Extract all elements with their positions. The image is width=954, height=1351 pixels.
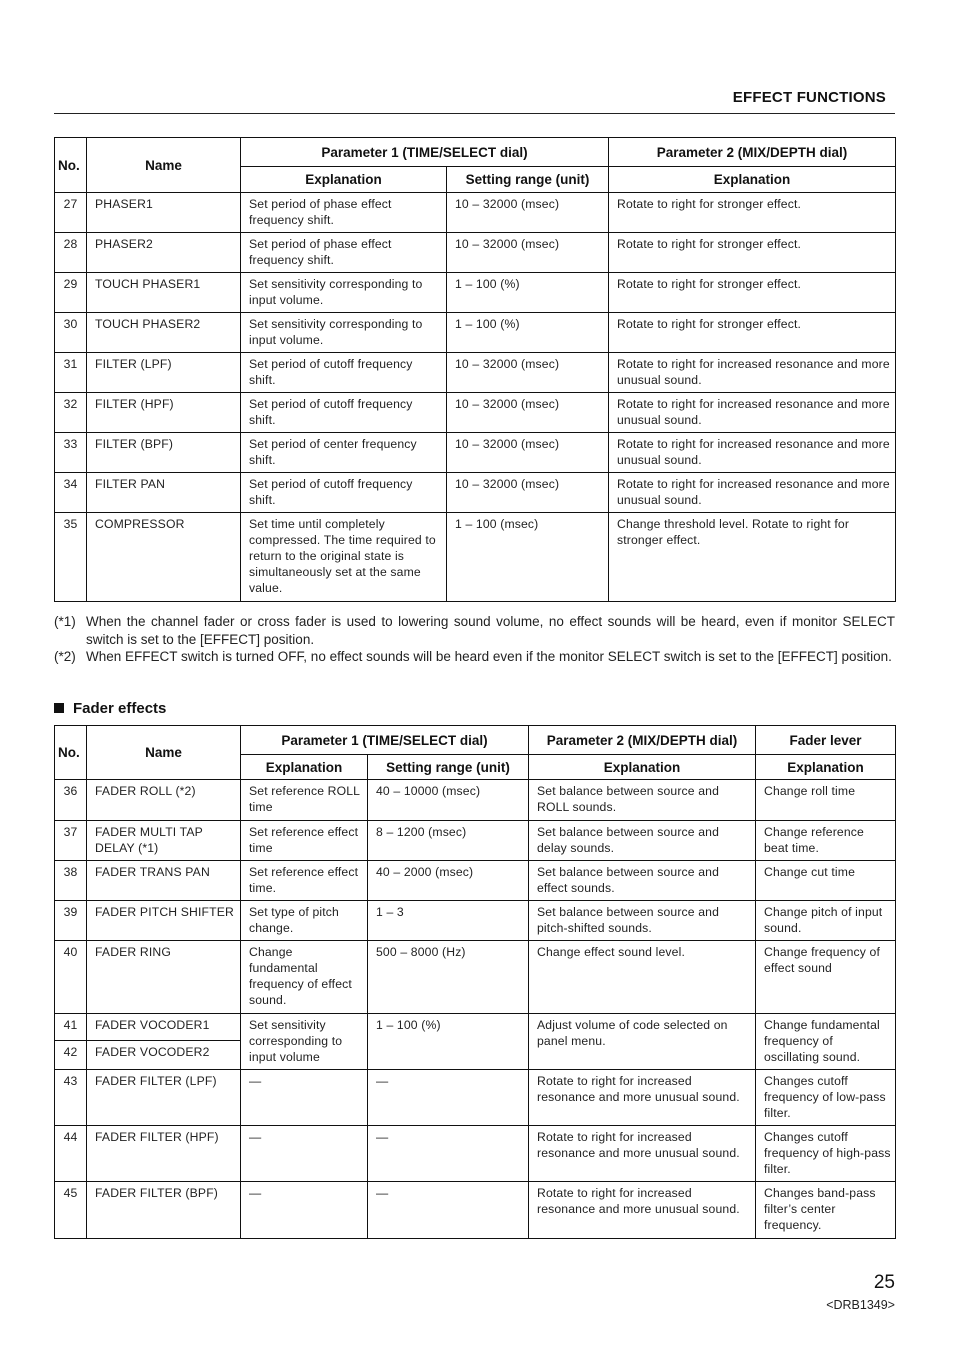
cell-fader-explanation: Change frequency of effect sound (756, 941, 896, 1014)
header-fader-explanation: Explanation (756, 755, 896, 780)
cell-fader-explanation: Changes cutoff frequency of low-pass filter. (756, 1070, 896, 1126)
cell-p2-explanation: Rotate to right for increased resonance and more unusual sound. (529, 1126, 756, 1182)
cell-name: FADER VOCODER1 (87, 1014, 241, 1041)
cell-p1-range: 10 – 32000 (msec) (447, 473, 609, 513)
cell-no: 29 (55, 273, 87, 313)
table-row (55, 193, 896, 233)
footnote-text: When EFFECT switch is turned OFF, no effect sounds will be heard even if the monitor SELECT switch is set to the [EFFECT] position. (86, 649, 892, 664)
cell-p2-explanation: Set balance between source and ROLL sounds. (529, 780, 756, 821)
cell-name: FILTER PAN (87, 473, 241, 513)
table-row (55, 273, 896, 313)
cell-p1-range: 10 – 32000 (msec) (447, 353, 609, 393)
cell-name: TOUCH PHASER1 (87, 273, 241, 313)
cell-p2-explanation: Set balance between source and pitch-shifted sounds. (529, 901, 756, 941)
fader-effects-title: Fader effects (73, 700, 167, 717)
document-code: <DRB1349> (826, 1298, 895, 1312)
cell-p2-explanation: Rotate to right for stronger effect. (609, 273, 896, 313)
table-row (55, 1126, 896, 1182)
cell-no: 30 (55, 313, 87, 353)
header-no: No. (55, 138, 87, 193)
cell-p1-range: 1 – 100 (%) (447, 313, 609, 353)
table-row (55, 313, 896, 353)
cell-no: 41 (55, 1014, 87, 1041)
cell-fader-explanation: Change roll time (756, 780, 896, 821)
cell-p1-explanation: Set sensitivity corresponding to input volume. (241, 313, 447, 353)
cell-no: 43 (55, 1070, 87, 1126)
table-row (55, 353, 896, 393)
table-row (55, 780, 896, 821)
cell-p2-explanation: Rotate to right for increased resonance and more unusual sound. (609, 433, 896, 473)
square-bullet-icon (54, 703, 64, 713)
cell-fader-explanation: Changes band-pass filter’s center frequency. (756, 1182, 896, 1239)
header-no: No. (55, 726, 87, 780)
cell-name: FILTER (HPF) (87, 393, 241, 433)
cell-name: FADER RING (87, 941, 241, 1014)
cell-fader-explanation: Changes cutoff frequency of high-pass filter. (756, 1126, 896, 1182)
footnote (54, 613, 895, 648)
cell-no: 39 (55, 901, 87, 941)
cell-p1-explanation: Set sensitivity corresponding to input volume (241, 1014, 368, 1070)
table-row (55, 1014, 896, 1041)
cell-name: FADER PITCH SHIFTER (87, 901, 241, 941)
cell-no: 37 (55, 821, 87, 861)
cell-p2-explanation: Rotate to right for increased resonance and more unusual sound. (529, 1070, 756, 1126)
cell-name: FADER ROLL (*2) (87, 780, 241, 821)
cell-p1-explanation: — (241, 1126, 368, 1182)
cell-p1-explanation: Set type of pitch change. (241, 901, 368, 941)
cell-p2-explanation: Rotate to right for stronger effect. (609, 193, 896, 233)
cell-p2-explanation: Set balance between source and effect sounds. (529, 861, 756, 901)
fader-effects-heading (54, 700, 166, 717)
cell-p1-range: — (368, 1126, 529, 1182)
cell-p1-explanation: Set sensitivity corresponding to input volume. (241, 273, 447, 313)
cell-p1-explanation: — (241, 1070, 368, 1126)
cell-no: 32 (55, 393, 87, 433)
cell-fader-explanation: Change cut time (756, 861, 896, 901)
cell-p1-range: — (368, 1182, 529, 1239)
cell-no: 45 (55, 1182, 87, 1239)
cell-fader-explanation: Change fundamental frequency of oscillating sound. (756, 1014, 896, 1070)
cell-no: 42 (55, 1041, 87, 1070)
header-p1-explanation: Explanation (241, 167, 447, 193)
cell-p2-explanation: Adjust volume of code selected on panel menu. (529, 1014, 756, 1070)
cell-p1-range: 1 – 3 (368, 901, 529, 941)
cell-no: 33 (55, 433, 87, 473)
cell-no: 27 (55, 193, 87, 233)
cell-no: 34 (55, 473, 87, 513)
cell-p2-explanation: Change effect sound level. (529, 941, 756, 1014)
cell-name: COMPRESSOR (87, 513, 241, 602)
cell-p2-explanation: Rotate to right for stronger effect. (609, 233, 896, 273)
cell-p1-explanation: Set period of cutoff frequency shift. (241, 393, 447, 433)
cell-name: FADER VOCODER2 (87, 1041, 241, 1070)
cell-no: 44 (55, 1126, 87, 1182)
header-parameter-1: Parameter 1 (TIME/SELECT dial) (241, 138, 609, 167)
cell-no: 40 (55, 941, 87, 1014)
table-row (55, 1182, 896, 1239)
cell-p1-explanation: Set period of center frequency shift. (241, 433, 447, 473)
table-row (55, 233, 896, 273)
cell-p1-explanation: Set reference ROLL time (241, 780, 368, 821)
footnote-text: When the channel fader or cross fader is used to lowering sound volume, no effect sounds will be heard, even if monitor SELECT switch is set to the [EFFECT] position. (86, 614, 895, 647)
table-row (55, 941, 896, 1014)
footnote (54, 648, 895, 666)
cell-p1-explanation: Set period of cutoff frequency shift. (241, 353, 447, 393)
cell-p2-explanation: Change threshold level. Rotate to right for stronger effect. (609, 513, 896, 602)
header-p1-range: Setting range (unit) (368, 755, 529, 780)
cell-p1-explanation: — (241, 1182, 368, 1239)
cell-no: 36 (55, 780, 87, 821)
cell-fader-explanation: Change pitch of input sound. (756, 901, 896, 941)
table-row (55, 473, 896, 513)
cell-p1-explanation: Set period of cutoff frequency shift. (241, 473, 447, 513)
cell-p1-range: — (368, 1070, 529, 1126)
cell-p1-range: 1 – 100 (%) (368, 1014, 529, 1070)
cell-p1-explanation: Set time until completely compressed. The time required to return to the original state is simultaneously set at the same value. (241, 513, 447, 602)
cell-p2-explanation: Rotate to right for increased resonance and more unusual sound. (609, 393, 896, 433)
table-row (55, 1070, 896, 1126)
cell-p2-explanation: Rotate to right for increased resonance and more unusual sound. (609, 473, 896, 513)
cell-p1-range: 10 – 32000 (msec) (447, 433, 609, 473)
cell-name: FADER FILTER (HPF) (87, 1126, 241, 1182)
cell-p1-range: 8 – 1200 (msec) (368, 821, 529, 861)
cell-p1-range: 500 – 8000 (Hz) (368, 941, 529, 1014)
fader-effects-table (54, 725, 896, 1239)
section-title: EFFECT FUNCTIONS (732, 89, 886, 106)
cell-p1-range: 40 – 2000 (msec) (368, 861, 529, 901)
footnote-mark: (*1) (54, 614, 76, 629)
cell-name: FILTER (LPF) (87, 353, 241, 393)
header-parameter-2: Parameter 2 (MIX/DEPTH dial) (529, 726, 756, 755)
cell-p1-range: 10 – 32000 (msec) (447, 393, 609, 433)
header-name: Name (87, 726, 241, 780)
cell-name: FADER TRANS PAN (87, 861, 241, 901)
cell-p1-explanation: Set period of phase effect frequency shift. (241, 233, 447, 273)
cell-name: PHASER1 (87, 193, 241, 233)
cell-fader-explanation: Change reference beat time. (756, 821, 896, 861)
header-p1-explanation: Explanation (241, 755, 368, 780)
cell-p1-range: 1 – 100 (%) (447, 273, 609, 313)
cell-name: PHASER2 (87, 233, 241, 273)
header-fader-lever: Fader lever (756, 726, 896, 755)
cell-no: 31 (55, 353, 87, 393)
cell-p2-explanation: Rotate to right for increased resonance and more unusual sound. (609, 353, 896, 393)
table-row (55, 513, 896, 602)
table-row (55, 821, 896, 861)
cell-p1-range: 10 – 32000 (msec) (447, 233, 609, 273)
header-p2-explanation: Explanation (609, 167, 896, 193)
cell-p1-explanation: Change fundamental frequency of effect sound. (241, 941, 368, 1014)
header-p1-range: Setting range (unit) (447, 167, 609, 193)
cell-p1-range: 10 – 32000 (msec) (447, 193, 609, 233)
header-parameter-2: Parameter 2 (MIX/DEPTH dial) (609, 138, 896, 167)
table-row (55, 433, 896, 473)
cell-p2-explanation: Rotate to right for increased resonance and more unusual sound. (529, 1182, 756, 1239)
cell-name: FILTER (BPF) (87, 433, 241, 473)
cell-p1-explanation: Set reference effect time (241, 821, 368, 861)
cell-no: 28 (55, 233, 87, 273)
cell-p2-explanation: Rotate to right for stronger effect. (609, 313, 896, 353)
cell-name: FADER MULTI TAP DELAY (*1) (87, 821, 241, 861)
table-row (55, 393, 896, 433)
footnote-mark: (*2) (54, 649, 76, 664)
header-p2-explanation: Explanation (529, 755, 756, 780)
effects-table (54, 137, 896, 602)
cell-name: FADER FILTER (BPF) (87, 1182, 241, 1239)
cell-p1-explanation: Set reference effect time. (241, 861, 368, 901)
table-row (55, 861, 896, 901)
header-parameter-1: Parameter 1 (TIME/SELECT dial) (241, 726, 529, 755)
cell-no: 35 (55, 513, 87, 602)
header-name: Name (87, 138, 241, 193)
page-number: 25 (873, 1272, 895, 1293)
cell-no: 38 (55, 861, 87, 901)
cell-p2-explanation: Set balance between source and delay sounds. (529, 821, 756, 861)
cell-name: FADER FILTER (LPF) (87, 1070, 241, 1126)
footnotes (54, 613, 895, 666)
cell-p1-range: 1 – 100 (msec) (447, 513, 609, 602)
cell-name: TOUCH PHASER2 (87, 313, 241, 353)
title-rule (54, 113, 895, 114)
cell-p1-range: 40 – 10000 (msec) (368, 780, 529, 821)
cell-p1-explanation: Set period of phase effect frequency shift. (241, 193, 447, 233)
table-row (55, 901, 896, 941)
